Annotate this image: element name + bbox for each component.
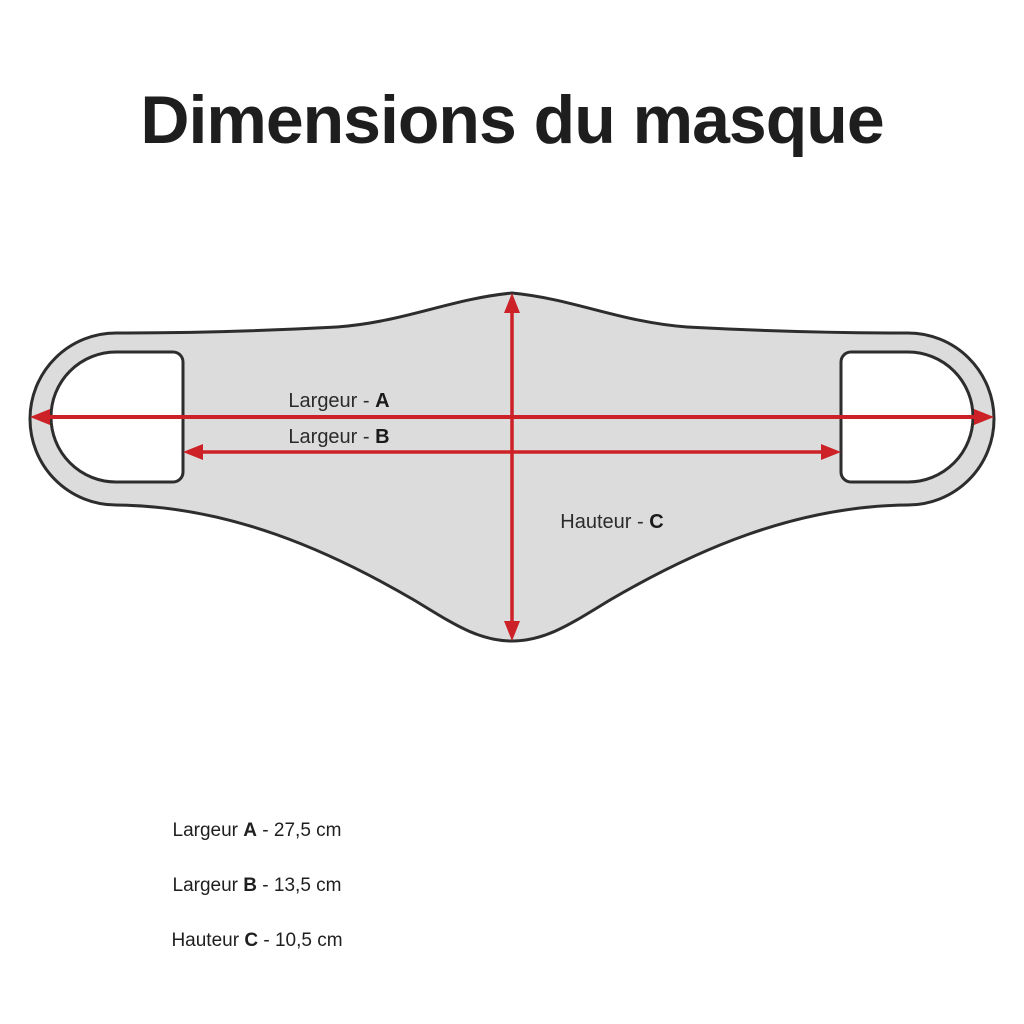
measurement-row-b (57, 875, 457, 897)
measurement-c-prefix: Hauteur (171, 930, 245, 951)
page-title: Dimensions du masque (140, 82, 884, 158)
measurement-c-letter: C (244, 930, 259, 951)
measurement-row-c (57, 930, 457, 952)
label-width-b-text: Largeur - (288, 426, 376, 448)
label-width-b-letter: B (375, 426, 390, 448)
label-height-c-text: Hauteur - (560, 511, 650, 533)
label-width-a-text: Largeur - (288, 390, 376, 412)
label-width-a (239, 390, 439, 412)
measurement-a-prefix: Largeur (172, 820, 244, 841)
measurement-list (57, 820, 457, 985)
label-width-a-letter: A (375, 390, 390, 412)
label-width-b (239, 426, 439, 448)
measurement-a-value: - 27,5 cm (257, 820, 342, 841)
label-height-c (512, 511, 712, 533)
measurement-a-letter: A (243, 820, 258, 841)
label-height-c-letter: C (649, 511, 664, 533)
measurement-row-a (57, 820, 457, 842)
measurement-b-value: - 13,5 cm (257, 875, 342, 896)
measurement-b-prefix: Largeur (172, 875, 244, 896)
measurement-c-value: - 10,5 cm (258, 930, 343, 951)
measurement-b-letter: B (243, 875, 258, 896)
